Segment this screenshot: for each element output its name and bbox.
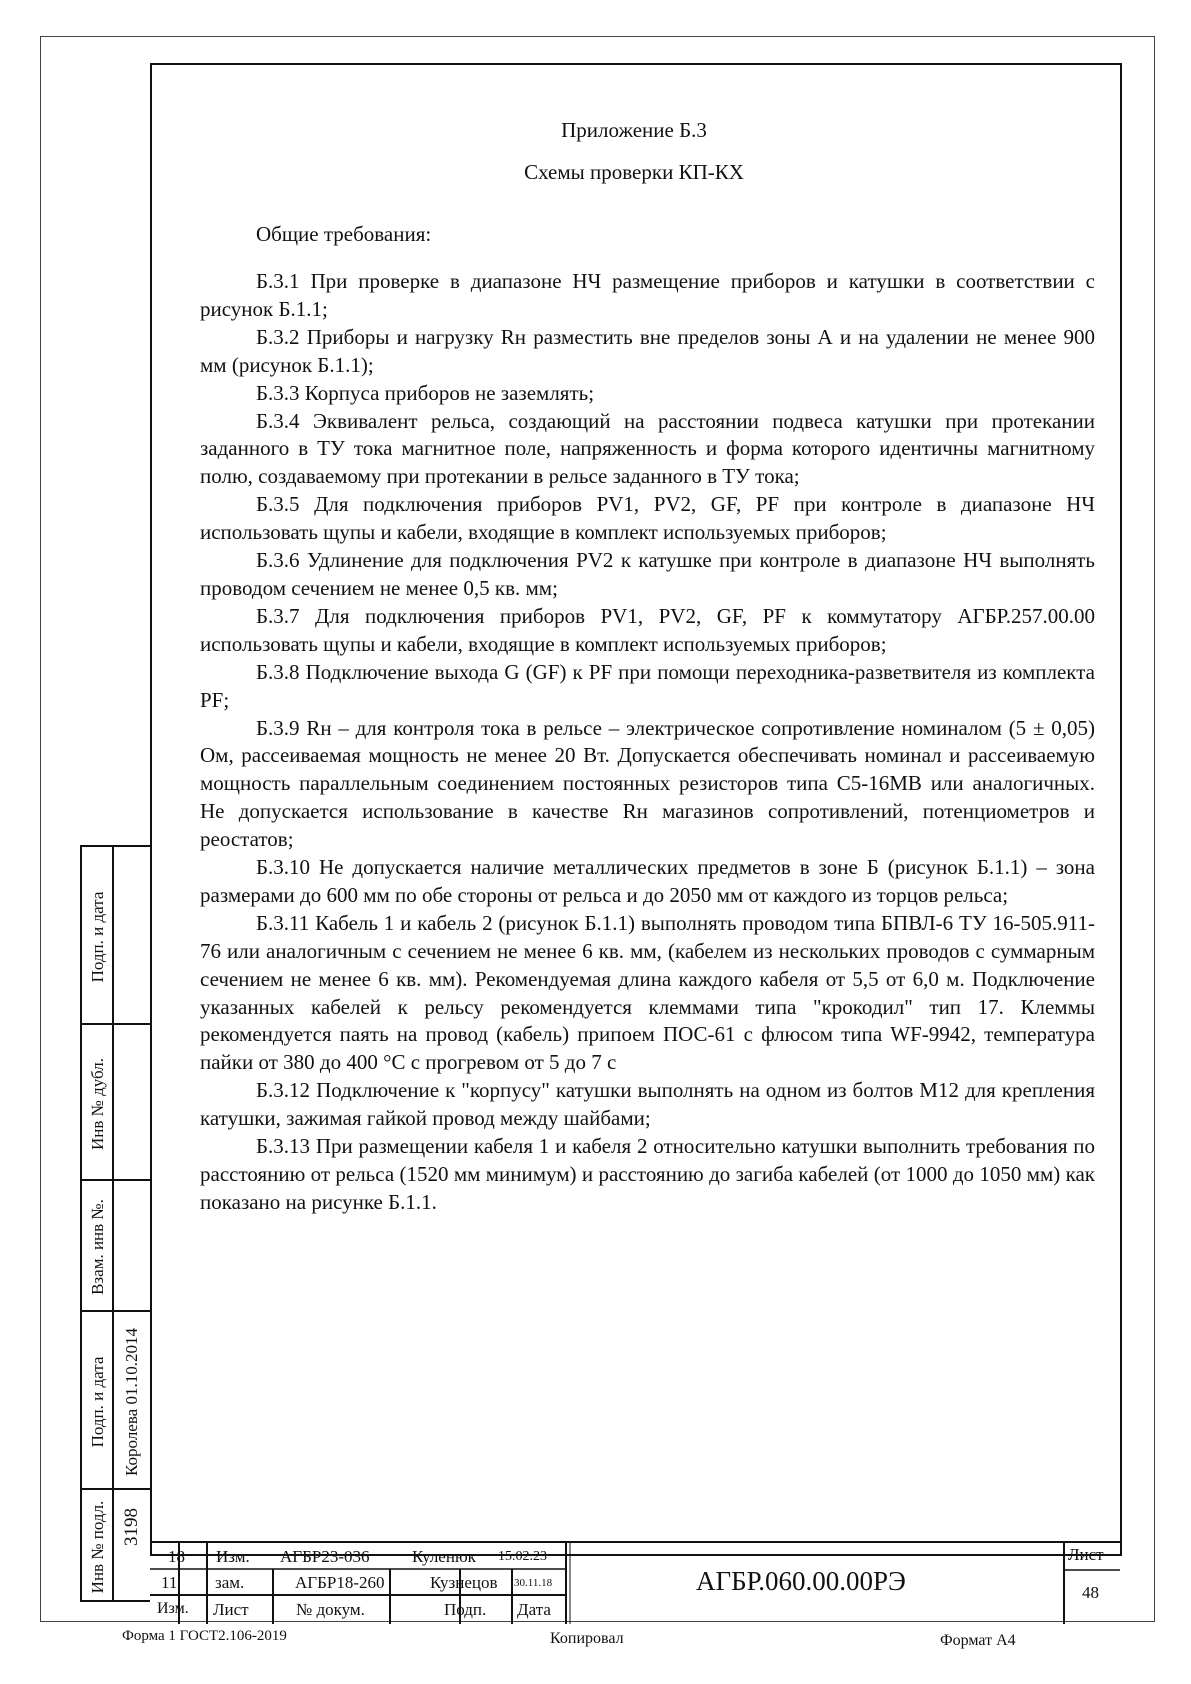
paragraph: Б.3.12 Подключение к "корпусу" катушки выполнять на одном из болтов М12 для крепления катушки, зажимая гайкой провод между шайбами; [200, 1078, 1095, 1131]
paragraph: Б.3.3 Корпуса приборов не заземлять; [256, 380, 595, 405]
sheet-label: Лист [1068, 1545, 1104, 1564]
sheet-number: 48 [1082, 1583, 1099, 1602]
tb-row1-izm: 18 [168, 1547, 185, 1566]
tb-header-doc: № докум. [296, 1600, 365, 1619]
strip-label: Инв № дубл. [88, 1057, 107, 1151]
document-designation: АГБР.060.00.00РЭ [696, 1566, 906, 1596]
strip-label: Подп. и дата [88, 1356, 107, 1448]
footer-format: Формат А4 [940, 1632, 1016, 1649]
strip-signature: Королева 01.10.2014 [122, 1328, 141, 1476]
tb-row2-izm: 11 [161, 1573, 178, 1592]
tb-header-podp: Подп. [444, 1600, 487, 1619]
appendix-subtitle: Схемы проверки КП-КХ [524, 160, 744, 184]
paragraph: Б.3.5 Для подключения приборов PV1, PV2, GF, PF при контроле в диапазоне НЧ использовать щупы и кабели, входящие в комплект используемых приборов; [200, 492, 1095, 545]
tb-row2-signer: Кузнецов [430, 1573, 498, 1592]
tb-row1-list: Изм. [216, 1547, 250, 1566]
paragraph: Б.3.4 Эквивалент рельса, создающий на расстоянии подвеса катушки при протекании заданного в ТУ тока магнитное поле, напряженность и форма которого идентичны магнитному полю, создаваемому при протекании в рельсе заданного в ТУ тока; [200, 408, 1095, 489]
tb-row1-date: 15.02.23 [498, 1549, 547, 1564]
tb-header-list: Лист [213, 1600, 249, 1619]
strip-label: Инв № подл. [88, 1500, 107, 1594]
strip-inv-dubl [80, 1023, 150, 1181]
tb-row1-signer: Куленюк [412, 1547, 476, 1566]
paragraph: Б.3.10 Не допускается наличие металлических предметов в зоне Б (рисунок Б.1.1) – зона размерами до 600 мм по обе стороны от рельса и до 2050 мм от каждого из торцов рельса; [200, 855, 1095, 907]
paragraph: Б.3.2 Приборы и нагрузку Rн разместить вне пределов зоны А и на удалении не менее 900 мм (рисунок Б.1.1); [200, 324, 1095, 377]
strip-inv-podl [80, 1488, 150, 1602]
paragraph: Б.3.7 Для подключения приборов PV1, PV2, GF, PF к коммутатору АГБР.257.00.00 использовать щупы и кабели, входящие в комплект используемых приборов; [200, 603, 1095, 656]
tb-header-date: Дата [517, 1600, 551, 1619]
body-text [200, 268, 1095, 1217]
paragraph: Б.3.9 Rн – для контроля тока в рельсе – электрическое сопротивление номиналом (5 ± 0,05) Ом, рассеиваемая мощность не менее 20 Вт. Допускается обеспечивать номинал и рассеиваемую мощность параллельным соединением постоянных резисторов типа С5-16МВ или аналогичных. Не допускается использование в качестве Rн магазинов сопротивлений, потенциометров и реостатов; [200, 715, 1095, 852]
strip-vzam-inv [80, 1179, 150, 1312]
footer-form: Форма 1 ГОСТ2.106-2019 [122, 1628, 287, 1644]
section-heading: Общие требования: [256, 222, 432, 246]
tb-row2-date: 30.11.18 [514, 1577, 553, 1589]
strip-inv-value: 3198 [121, 1508, 142, 1546]
appendix-title: Приложение Б.3 [561, 118, 707, 142]
paragraph: Б.3.6 Удлинение для подключения PV2 к катушке при контроле в диапазоне НЧ выполнять проводом сечением не менее 0,5 кв. мм; [200, 548, 1095, 600]
strip-podp-data-2 [80, 1310, 150, 1490]
strip-label: Подп. и дата [88, 891, 107, 983]
strip-label: Взам. инв №. [88, 1199, 107, 1295]
footer-copied: Копировал [550, 1630, 624, 1647]
paragraph: Б.3.11 Кабель 1 и кабель 2 (рисунок Б.1.1) выполнять проводом типа БПВЛ-6 ТУ 16-505.911-76 или аналогичным с сечением не менее 6 кв. мм, (кабелем из нескольких проводов с суммарным сечением не менее 6 кв. мм). Рекомендуемая длина каждого кабеля от 5,5 от 6,0 м. Подключение указанных кабелей к рельсу рекомендуется клеммами типа "крокодил" тип 17. Клеммы рекомендуется паять на провод (кабель) припоем ПОС-61 с флюсом типа WF-9942, температура пайки от 380 до 400 °С с прогревом от 5 до 7 с [200, 910, 1095, 1075]
paragraph: Б.3.8 Подключение выхода G (GF) к PF при помощи переходника-разветвителя из комплекта PF; [200, 659, 1095, 712]
tb-row2-list: зам. [215, 1573, 245, 1592]
strip-podp-data-1 [80, 845, 150, 1025]
tb-header-izm: Изм. [157, 1600, 189, 1617]
tb-row1-doc: АГБР23-036 [280, 1547, 370, 1566]
paragraph: Б.3.13 При размещении кабеля 1 и кабеля 2 относительно катушки выполнить требования по расстоянию от рельса (1520 мм минимум) и расстоянию до загиба кабелей (от 1000 до 1050 мм) как показано на рисунке Б.1.1. [200, 1134, 1095, 1214]
tb-row2-doc: АГБР18-260 [295, 1573, 385, 1592]
paragraph: Б.3.1 При проверке в диапазоне НЧ размещение приборов и катушки в соответствии с рисунок Б.1.1; [200, 269, 1095, 321]
